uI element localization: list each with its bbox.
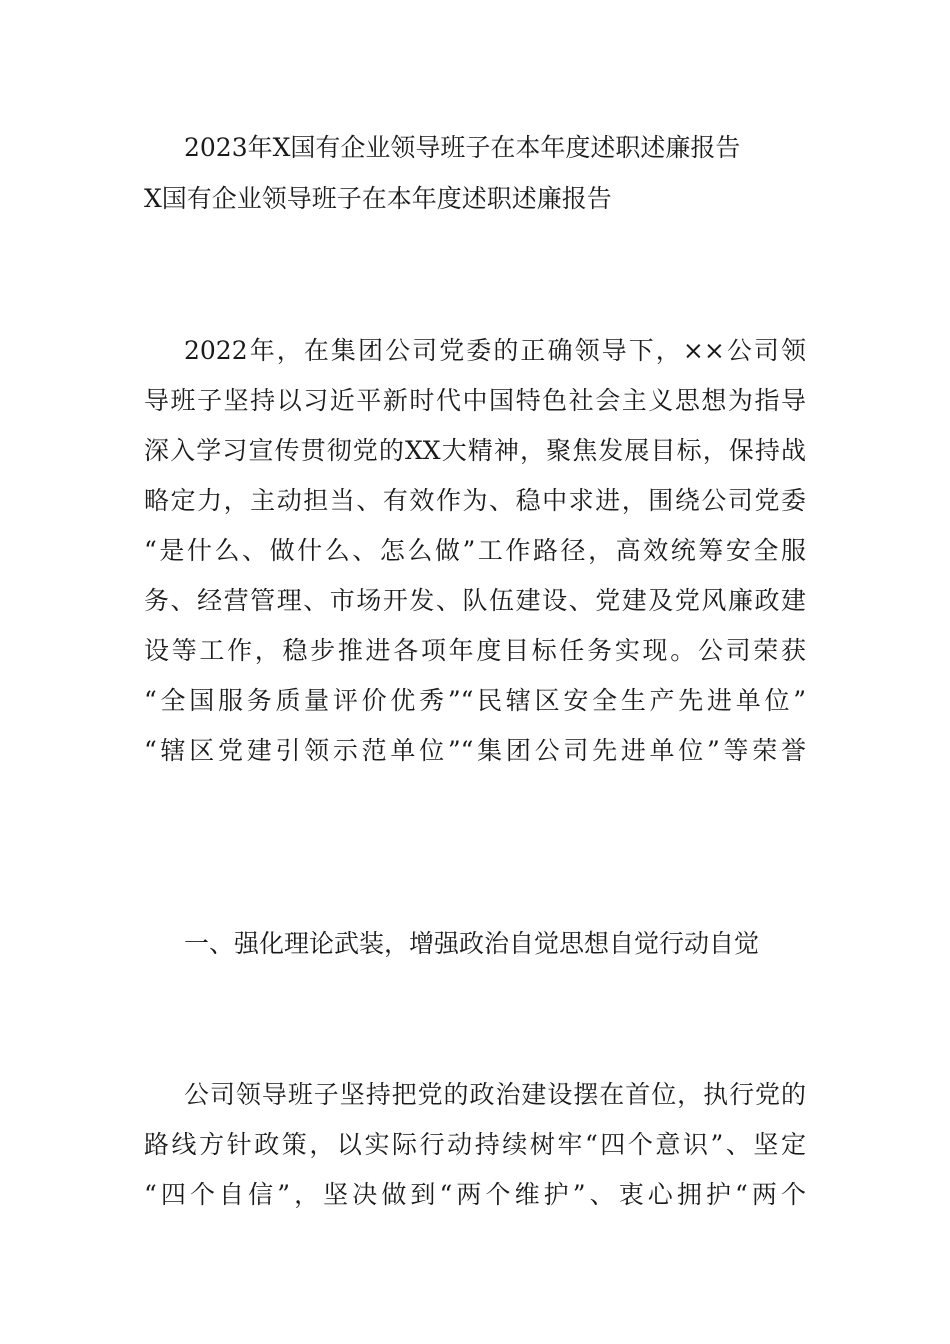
paragraph-line: 深入学习宣传贯彻党的XX大精神，聚焦发展目标，保持战 [144,436,806,465]
document-title: 2023年X国有企业领导班子在本年度述职述廉报告 [184,133,741,162]
paragraph-line: 设等工作，稳步推进各项年度目标任务实现。公司荣获 [144,636,806,665]
paragraph-line: 路线方针政策，以实际行动持续树牢“四个意识”、坚定 [144,1130,806,1159]
paragraph-line: 略定力，主动担当、有效作为、稳中求进，围绕公司党委 [144,486,806,515]
paragraph-line: 导班子坚持以习近平新时代中国特色社会主义思想为指导 [144,386,806,415]
paragraph-line: “辖区党建引领示范单位”“集团公司先进单位”等荣誉 [144,736,806,765]
paragraph-line: 2022年，在集团公司党委的正确领导下，××公司领 [184,336,806,365]
section-heading: 一、强化理论武装，增强政治自觉思想自觉行动自觉 [184,929,760,958]
paragraph-line: “是什么、做什么、怎么做”工作路径，高效统筹安全服 [144,536,806,565]
document-subtitle: X国有企业领导班子在本年度述职述廉报告 [144,184,612,213]
paragraph-line: 务、经营管理、市场开发、队伍建设、党建及党风廉政建 [144,586,806,615]
paragraph-line: “全国服务质量评价优秀”“民辖区安全生产先进单位” [144,686,806,715]
paragraph-line: 公司领导班子坚持把党的政治建设摆在首位，执行党的 [184,1080,806,1109]
paragraph-line: “四个自信”，坚决做到“两个维护”、衷心拥护“两个 [144,1180,806,1209]
